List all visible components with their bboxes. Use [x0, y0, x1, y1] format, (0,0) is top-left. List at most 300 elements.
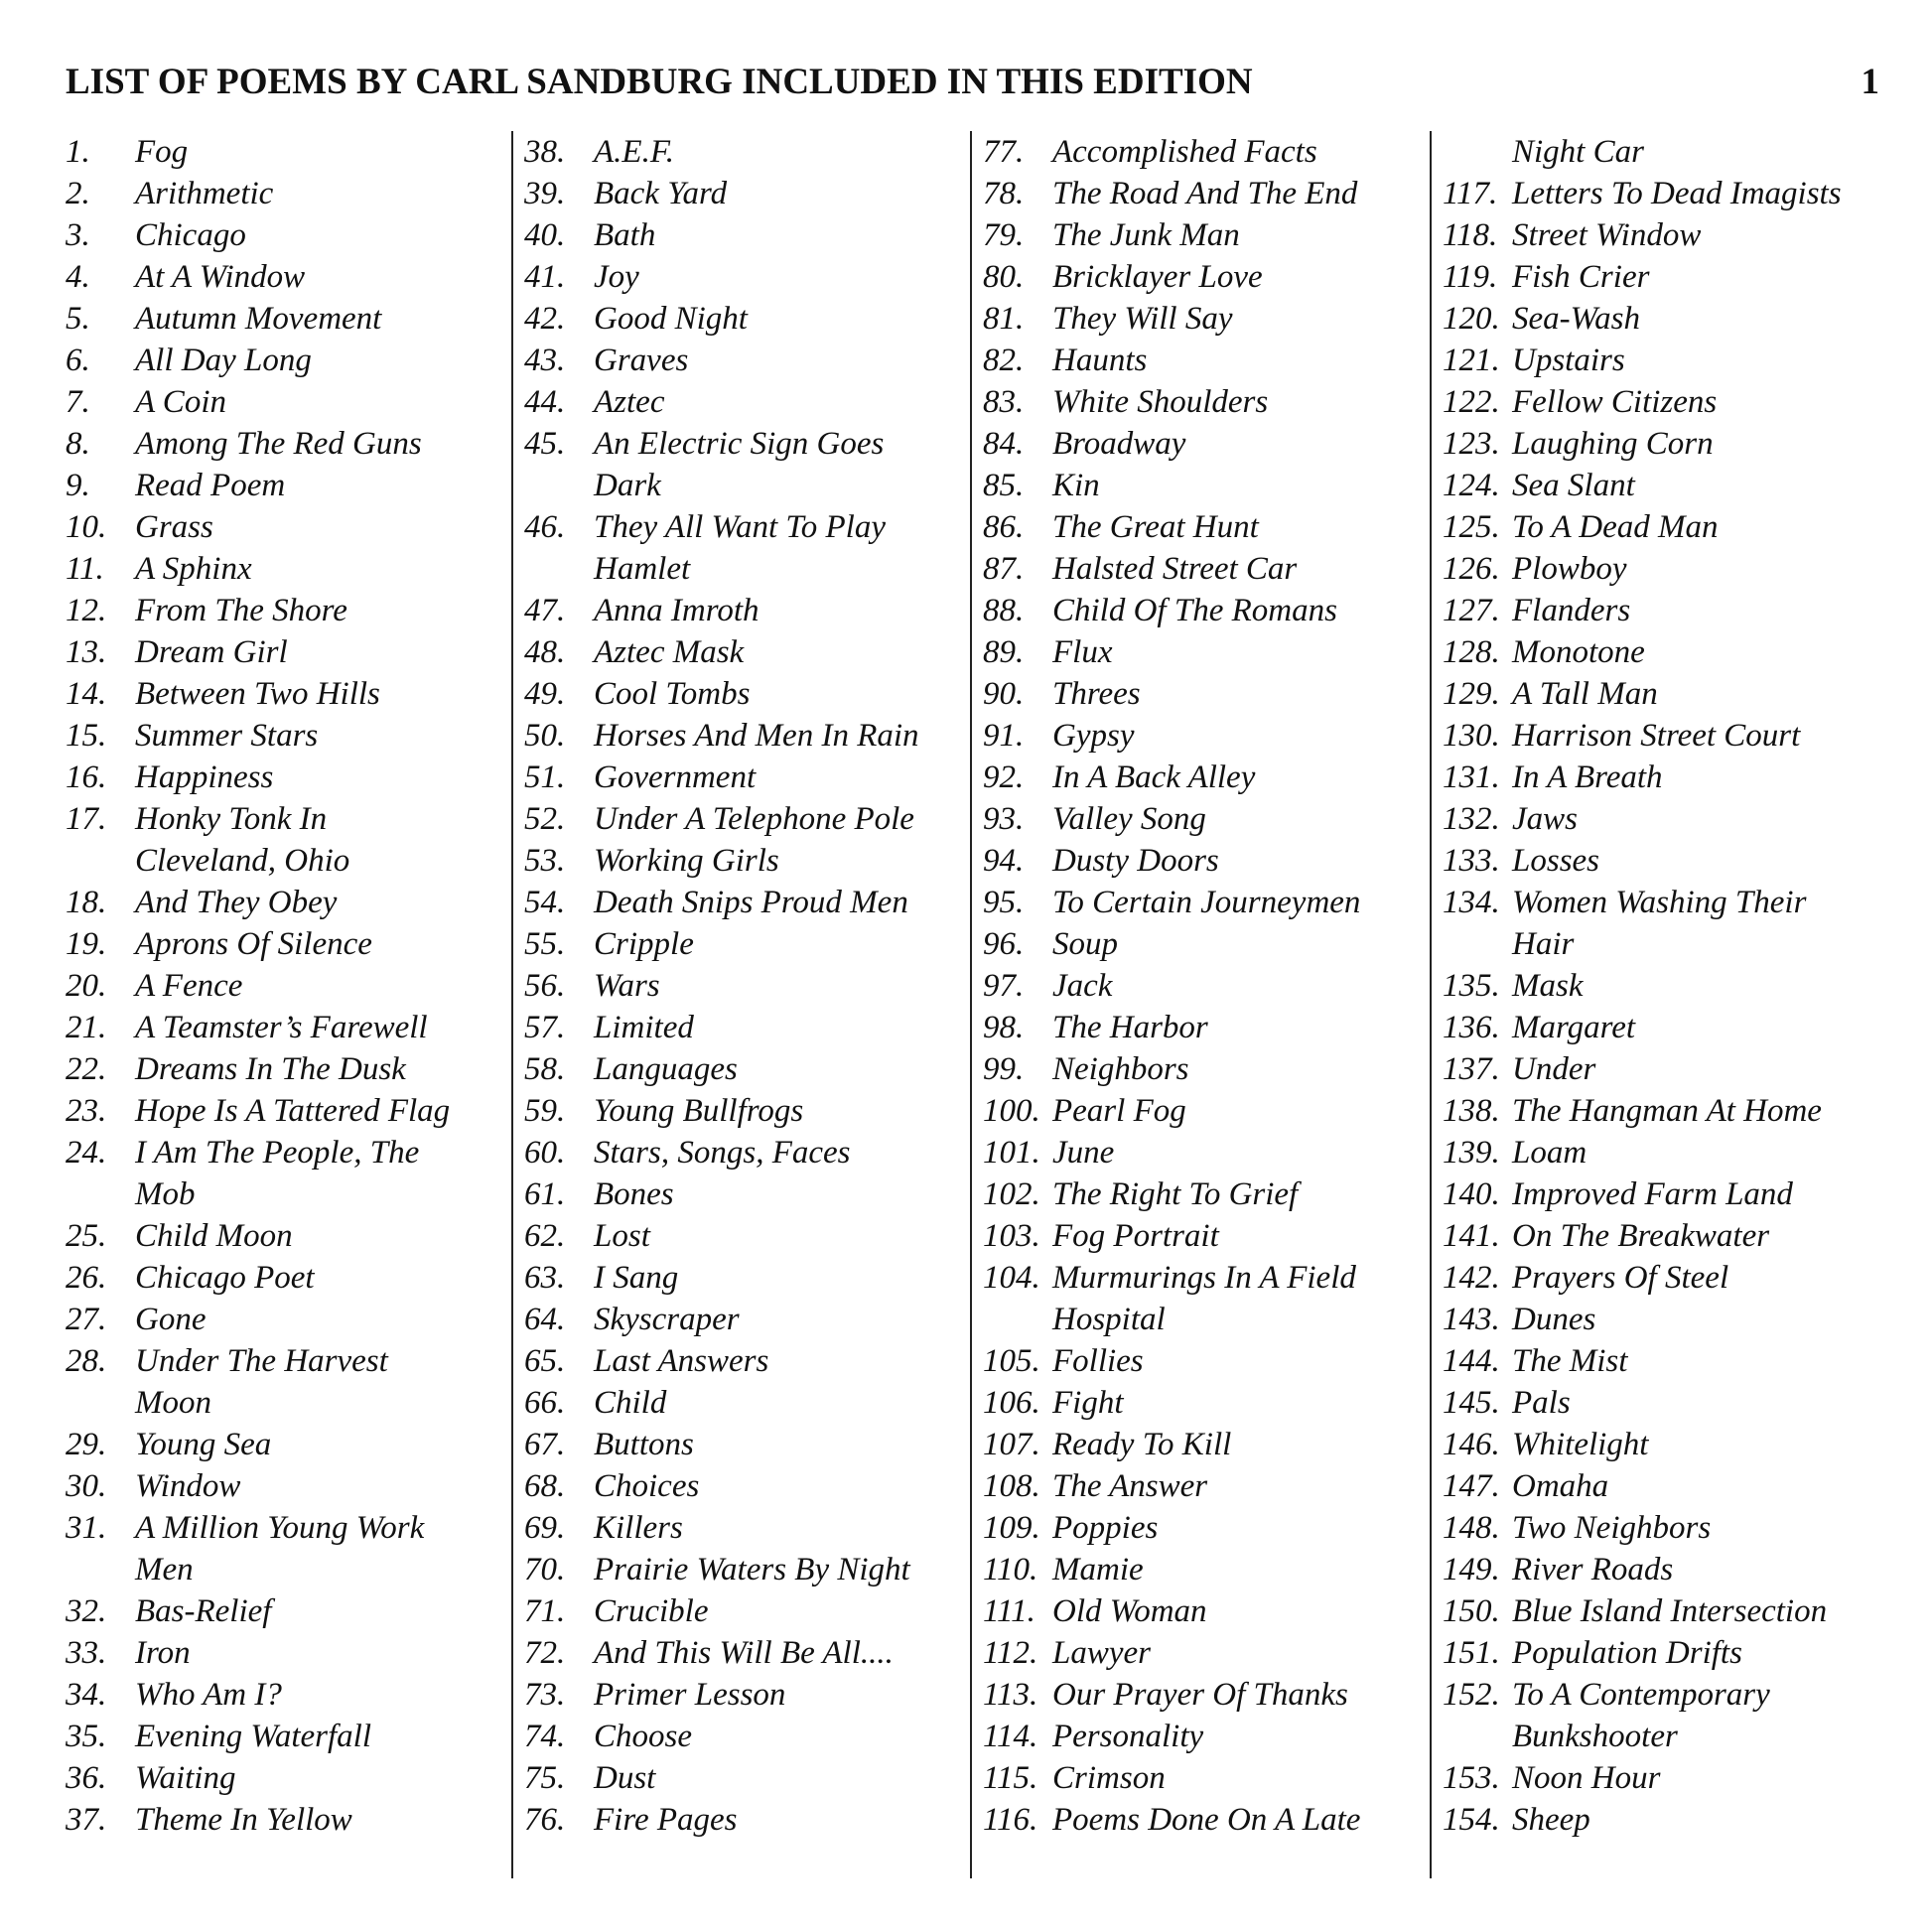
poem-entry: [1443, 715, 1884, 757]
poem-number: 5.: [66, 301, 90, 337]
poem-title: To Certain Journeymen: [1052, 885, 1361, 920]
poem-number: 154.: [1443, 1802, 1500, 1838]
poem-number: 126.: [1443, 551, 1500, 587]
poem-title: The Great Hunt: [1052, 509, 1259, 545]
poem-number: 50.: [524, 718, 566, 754]
poem-entry: [1443, 590, 1884, 631]
poem-title: Buttons: [594, 1427, 694, 1462]
poem-entry: [66, 1757, 502, 1799]
poem-number: 101.: [983, 1135, 1040, 1171]
poem-number: 139.: [1443, 1135, 1500, 1171]
poem-title: Bricklayer Love: [1052, 259, 1263, 295]
poem-entry: [983, 465, 1430, 506]
poem-entry: [983, 1590, 1430, 1632]
poem-entry: [1443, 1757, 1884, 1799]
poem-entry: [66, 1215, 502, 1257]
poem-entry: [66, 715, 502, 757]
poem-title: And This Will Be All....: [594, 1635, 894, 1671]
poem-title: Sea-Wash: [1512, 301, 1640, 337]
poem-entry: [66, 1257, 502, 1299]
poem-entry: [66, 465, 502, 506]
poem-title: Neighbors: [1052, 1051, 1189, 1087]
poem-entry: [66, 1007, 502, 1048]
poem-title: Jack: [1052, 968, 1113, 1004]
poem-number: 95.: [983, 885, 1025, 920]
poem-title: Anna Imroth: [594, 593, 759, 628]
poem-number: 29.: [66, 1427, 107, 1462]
poem-entry: [66, 1465, 502, 1507]
poem-entry: [66, 506, 502, 548]
poem-title: Under The Harvest: [135, 1343, 388, 1379]
poem-title: Old Woman: [1052, 1593, 1207, 1629]
poem-title: Valley Song: [1052, 801, 1206, 837]
column-divider: [970, 131, 972, 1878]
poem-number: 132.: [1443, 801, 1500, 837]
poem-number: 145.: [1443, 1385, 1500, 1421]
poem-number: 65.: [524, 1343, 566, 1379]
poem-entry: [524, 1632, 971, 1674]
poem-title: I Am The People, The: [135, 1135, 420, 1171]
poem-title: Margaret: [1512, 1010, 1636, 1045]
poem-number: 57.: [524, 1010, 566, 1045]
poem-entry: [1443, 1090, 1884, 1132]
poem-title: Joy: [594, 259, 639, 295]
poem-entry: [524, 1757, 971, 1799]
poem-entry: [983, 1674, 1430, 1716]
poem-number: 62.: [524, 1218, 566, 1254]
poem-entry: [524, 1090, 971, 1132]
poem-entry: [524, 1215, 971, 1257]
poem-title: Broadway: [1052, 426, 1186, 462]
poem-entry: [524, 1799, 971, 1841]
poem-title: Losses: [1512, 843, 1600, 879]
poem-title: Limited: [594, 1010, 694, 1045]
poem-title: Sea Slant: [1512, 468, 1635, 503]
poem-entry: [524, 882, 971, 923]
poem-number: 127.: [1443, 593, 1500, 628]
poem-title: Mask: [1512, 968, 1584, 1004]
poem-entry: [983, 1007, 1430, 1048]
poem-title: Street Window: [1512, 217, 1702, 253]
poem-entry: [983, 214, 1430, 256]
poem-entry: [1443, 1382, 1884, 1424]
poem-title: Cripple: [594, 926, 694, 962]
poem-title: Fish Crier: [1512, 259, 1650, 295]
poem-number: 153.: [1443, 1760, 1500, 1796]
poem-entry: [66, 298, 502, 340]
poem-number: 58.: [524, 1051, 566, 1087]
poem-title: Under: [1512, 1051, 1596, 1087]
poem-entry: [1443, 423, 1884, 465]
poem-title: Cool Tombs: [594, 676, 751, 712]
poem-number: 124.: [1443, 468, 1500, 503]
poem-title: Grass: [135, 509, 213, 545]
poem-title: In A Breath: [1512, 759, 1663, 795]
poem-number: 91.: [983, 718, 1025, 754]
poem-title-continuation: Men: [135, 1552, 194, 1587]
poem-title-continuation: Cleveland, Ohio: [135, 843, 350, 879]
poem-number: 110.: [983, 1552, 1038, 1587]
poem-number: 16.: [66, 759, 107, 795]
poem-entry: [66, 340, 502, 381]
poem-entry: [524, 506, 971, 548]
poem-number: 119.: [1443, 259, 1498, 295]
poem-entry: [524, 1132, 971, 1173]
poem-number: 53.: [524, 843, 566, 879]
poem-title: An Electric Sign Goes: [594, 426, 885, 462]
poem-number: 66.: [524, 1385, 566, 1421]
poem-title: The Junk Man: [1052, 217, 1240, 253]
poem-number: 23.: [66, 1093, 107, 1129]
poem-entry: [1443, 1424, 1884, 1465]
poem-title: Lawyer: [1052, 1635, 1151, 1671]
poem-entry: [524, 1674, 971, 1716]
poem-title: Pals: [1512, 1385, 1571, 1421]
poem-title: Monotone: [1512, 634, 1645, 670]
poem-number: 46.: [524, 509, 566, 545]
poem-entry: [983, 1132, 1430, 1173]
poem-number: 71.: [524, 1593, 566, 1629]
poem-entry: [983, 1799, 1430, 1841]
poem-number: 4.: [66, 259, 90, 295]
poem-title: Dream Girl: [135, 634, 288, 670]
poem-number: 149.: [1443, 1552, 1500, 1587]
poem-number: 63.: [524, 1260, 566, 1296]
poem-entry: [66, 173, 502, 214]
poem-number: 43.: [524, 343, 566, 378]
poem-number: 97.: [983, 968, 1025, 1004]
poem-number: 118.: [1443, 217, 1498, 253]
poem-entry: [983, 1424, 1430, 1465]
poem-number: 136.: [1443, 1010, 1500, 1045]
poem-entry: [983, 923, 1430, 965]
poem-entry: [983, 131, 1430, 173]
poem-title: Plowboy: [1512, 551, 1627, 587]
poem-entry: [524, 1007, 971, 1048]
poem-number: 105.: [983, 1343, 1040, 1379]
poem-number: 17.: [66, 801, 107, 837]
poem-entry: [524, 590, 971, 631]
poem-entry: [66, 214, 502, 256]
poem-entry: [1443, 798, 1884, 840]
poem-title: Pearl Fog: [1052, 1093, 1186, 1129]
poem-title: Jaws: [1512, 801, 1578, 837]
poem-entry: [66, 548, 502, 590]
poem-entry: [66, 923, 502, 965]
poem-title: Under A Telephone Pole: [594, 801, 914, 837]
poem-title: They Will Say: [1052, 301, 1233, 337]
poem-title: Aprons Of Silence: [135, 926, 372, 962]
poem-entry: [66, 757, 502, 798]
poem-title: Choices: [594, 1468, 700, 1504]
poem-entry: [66, 381, 502, 423]
poem-number: 14.: [66, 676, 107, 712]
poem-entry: [524, 715, 971, 757]
poem-title: Upstairs: [1512, 343, 1625, 378]
poem-title: Child: [594, 1385, 667, 1421]
poem-title: I Sang: [594, 1260, 679, 1296]
poem-number: 90.: [983, 676, 1025, 712]
poem-title: Harrison Street Court: [1512, 718, 1801, 754]
poem-title: Languages: [594, 1051, 738, 1087]
poem-number: 69.: [524, 1510, 566, 1546]
poem-number: 31.: [66, 1510, 107, 1546]
poem-title: A Tall Man: [1512, 676, 1658, 712]
poem-title: In A Back Alley: [1052, 759, 1256, 795]
poem-title: The Hangman At Home: [1512, 1093, 1822, 1129]
poem-entry: [1443, 1299, 1884, 1340]
poem-entry: [1443, 631, 1884, 673]
poem-number: 54.: [524, 885, 566, 920]
poem-number: 60.: [524, 1135, 566, 1171]
poem-title: Threes: [1052, 676, 1141, 712]
poem-entry: [66, 882, 502, 923]
poem-number: 129.: [1443, 676, 1500, 712]
poem-entry: [1443, 506, 1884, 548]
poem-number: 100.: [983, 1093, 1040, 1129]
poem-title-continuation: Mob: [135, 1176, 196, 1212]
poem-title: Hope Is A Tattered Flag: [135, 1093, 451, 1129]
poem-number: 107.: [983, 1427, 1040, 1462]
poem-title: Crimson: [1052, 1760, 1166, 1796]
poem-entry: [66, 1340, 502, 1382]
poem-number: 130.: [1443, 718, 1500, 754]
poem-number: 146.: [1443, 1427, 1500, 1462]
poem-entry: [1443, 1007, 1884, 1048]
poem-title: Fight: [1052, 1385, 1124, 1421]
poem-title: Last Answers: [594, 1343, 769, 1379]
poem-title: Evening Waterfall: [135, 1719, 371, 1754]
poem-title: Horses And Men In Rain: [594, 718, 919, 754]
poem-number: 144.: [1443, 1343, 1500, 1379]
poem-entry: [983, 840, 1430, 882]
poem-title: The Harbor: [1052, 1010, 1208, 1045]
poem-entry: [983, 1716, 1430, 1757]
poem-entry: [1443, 1674, 1884, 1716]
poem-number: 11.: [66, 551, 104, 587]
poem-title: Flanders: [1512, 593, 1631, 628]
poem-number: 76.: [524, 1802, 566, 1838]
poem-title: From The Shore: [135, 593, 347, 628]
poem-title: Population Drifts: [1512, 1635, 1742, 1671]
poem-title: Who Am I?: [135, 1677, 282, 1713]
poem-title: Women Washing Their: [1512, 885, 1807, 920]
poem-number: 140.: [1443, 1176, 1500, 1212]
poem-entry: [524, 173, 971, 214]
poem-number: 128.: [1443, 634, 1500, 670]
poem-number: 9.: [66, 468, 90, 503]
poem-entry: [1443, 214, 1884, 256]
poem-number: 108.: [983, 1468, 1040, 1504]
poem-entry: [524, 840, 971, 882]
poem-number: 150.: [1443, 1593, 1500, 1629]
poem-title: Honky Tonk In: [135, 801, 328, 837]
poem-entry: [1443, 1215, 1884, 1257]
poem-title: Prairie Waters By Night: [594, 1552, 910, 1587]
poem-number: 12.: [66, 593, 107, 628]
poem-number: 18.: [66, 885, 107, 920]
poem-number: 70.: [524, 1552, 566, 1587]
poem-title: Poems Done On A Late: [1052, 1802, 1361, 1838]
poem-entry: [524, 1173, 971, 1215]
poem-entry: [983, 798, 1430, 840]
poem-title: Among The Red Guns: [135, 426, 422, 462]
poem-title: Dust: [594, 1760, 656, 1796]
poem-title: Between Two Hills: [135, 676, 380, 712]
poem-entry: [1443, 1465, 1884, 1507]
poem-number: 83.: [983, 384, 1025, 420]
poem-title: They All Want To Play: [594, 509, 886, 545]
poem-number: 30.: [66, 1468, 107, 1504]
poem-entry: [524, 423, 971, 465]
poem-entry: [983, 1173, 1430, 1215]
poem-number: 64.: [524, 1302, 566, 1337]
poem-entry: [1443, 173, 1884, 214]
poem-entry: [983, 631, 1430, 673]
poem-entry: [1443, 1549, 1884, 1590]
poem-entry: [1443, 1340, 1884, 1382]
poem-title: To A Contemporary: [1512, 1677, 1770, 1713]
poem-title: To A Dead Man: [1512, 509, 1719, 545]
poem-entry: [983, 1340, 1430, 1382]
poem-number: 47.: [524, 593, 566, 628]
poem-number: 78.: [983, 176, 1025, 211]
poem-number: 123.: [1443, 426, 1500, 462]
poem-number: 25.: [66, 1218, 107, 1254]
poem-title: Omaha: [1512, 1468, 1609, 1504]
poem-number: 37.: [66, 1802, 107, 1838]
poem-number: 138.: [1443, 1093, 1500, 1129]
poem-entry: [524, 214, 971, 256]
poem-title: Fellow Citizens: [1512, 384, 1718, 420]
poem-title: Personality: [1052, 1719, 1204, 1754]
poem-column-1: [66, 131, 502, 1841]
poem-title: Back Yard: [594, 176, 728, 211]
poem-entry: [66, 1299, 502, 1340]
poem-title: Choose: [594, 1719, 692, 1754]
poem-number: 112.: [983, 1635, 1038, 1671]
poem-number: 94.: [983, 843, 1025, 879]
poem-entry: [66, 1799, 502, 1841]
poem-title: A Coin: [135, 384, 226, 420]
poem-entry: [66, 631, 502, 673]
poem-title: Follies: [1052, 1343, 1144, 1379]
poem-title: Chicago Poet: [135, 1260, 315, 1296]
poem-entry: [524, 256, 971, 298]
poem-title: Whitelight: [1512, 1427, 1649, 1462]
poem-entry: [983, 1257, 1430, 1299]
poem-entry: [66, 1090, 502, 1132]
poem-entry: [983, 506, 1430, 548]
poem-number: 137.: [1443, 1051, 1500, 1087]
poem-title: Sheep: [1512, 1802, 1590, 1838]
poem-number: 67.: [524, 1427, 566, 1462]
poem-title: Theme In Yellow: [135, 1802, 352, 1838]
poem-number: 27.: [66, 1302, 107, 1337]
poem-title: Haunts: [1052, 343, 1148, 378]
poem-number: 35.: [66, 1719, 107, 1754]
poem-number: 82.: [983, 343, 1025, 378]
poem-entry: [1443, 882, 1884, 923]
poem-number: 75.: [524, 1760, 566, 1796]
poem-title: All Day Long: [135, 343, 312, 378]
poem-number: 49.: [524, 676, 566, 712]
poem-title: The Mist: [1512, 1343, 1628, 1379]
poem-entry: [983, 256, 1430, 298]
poem-entry: [983, 173, 1430, 214]
poem-entry: [1443, 1132, 1884, 1173]
poem-title: Graves: [594, 343, 689, 378]
poem-entry: [983, 757, 1430, 798]
poem-title: Death Snips Proud Men: [594, 885, 908, 920]
poem-entry: [983, 1382, 1430, 1424]
poem-number: 152.: [1443, 1677, 1500, 1713]
poem-number: 7.: [66, 384, 90, 420]
poem-number: 48.: [524, 634, 566, 670]
poem-number: 52.: [524, 801, 566, 837]
poem-title: Aztec: [594, 384, 665, 420]
poem-title-continuation: Bunkshooter: [1512, 1719, 1678, 1754]
poem-title-continuation: Hospital: [1052, 1302, 1166, 1337]
poem-entry: [66, 1132, 502, 1173]
poem-entry: [1443, 840, 1884, 882]
poem-number: 99.: [983, 1051, 1025, 1087]
poem-entry: [1443, 1173, 1884, 1215]
poem-number: 104.: [983, 1260, 1040, 1296]
poem-number: 102.: [983, 1176, 1040, 1212]
poem-entry: [66, 1048, 502, 1090]
poem-title: Accomplished Facts: [1052, 134, 1317, 170]
poem-number: 2.: [66, 176, 90, 211]
poem-entry: [66, 1716, 502, 1757]
poem-title: Gypsy: [1052, 718, 1135, 754]
poem-entry: [1443, 298, 1884, 340]
poem-entry: [1443, 1507, 1884, 1549]
poem-number: 41.: [524, 259, 566, 295]
poem-title: Dusty Doors: [1052, 843, 1219, 879]
poem-number: 120.: [1443, 301, 1500, 337]
poem-title: Skyscraper: [594, 1302, 740, 1337]
poem-title: Soup: [1052, 926, 1118, 962]
poem-entry: [1443, 757, 1884, 798]
poem-number: 39.: [524, 176, 566, 211]
poem-number: 22.: [66, 1051, 107, 1087]
poem-number: 79.: [983, 217, 1025, 253]
poem-entry: [524, 298, 971, 340]
poem-number: 115.: [983, 1760, 1038, 1796]
poem-entry: [66, 1590, 502, 1632]
poem-entry: [524, 1340, 971, 1382]
poem-number: 24.: [66, 1135, 107, 1171]
poem-title: Fog: [135, 134, 189, 170]
poem-number: 88.: [983, 593, 1025, 628]
poem-number: 142.: [1443, 1260, 1500, 1296]
poem-number: 133.: [1443, 843, 1500, 879]
poem-title: Young Bullfrogs: [594, 1093, 804, 1129]
poem-number: 81.: [983, 301, 1025, 337]
poem-number: 73.: [524, 1677, 566, 1713]
poem-list: [66, 131, 1882, 1878]
poem-number: 103.: [983, 1218, 1040, 1254]
poem-title-continuation: Hair: [1512, 926, 1575, 962]
poem-title: Dreams In The Dusk: [135, 1051, 406, 1087]
poem-title: Window: [135, 1468, 241, 1504]
poem-number: 134.: [1443, 885, 1500, 920]
poem-title: Blue Island Intersection: [1512, 1593, 1828, 1629]
poem-title: Two Neighbors: [1512, 1510, 1712, 1546]
poem-number: 19.: [66, 926, 107, 962]
poem-number: 55.: [524, 926, 566, 962]
